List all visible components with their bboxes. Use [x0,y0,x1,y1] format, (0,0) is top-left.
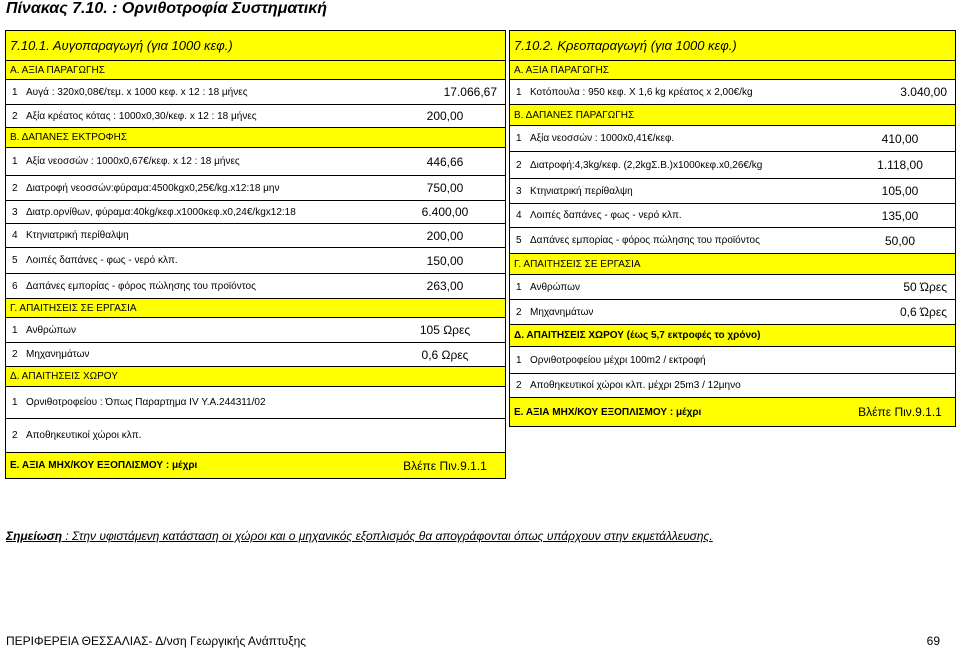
row-description: Αποθηκευτικοί χώροι κλπ. μέχρι 25m3 / 12μηνο [530,380,741,391]
row-description: Ανθρώπων [26,324,76,336]
left-section-a-label: Α. ΑΞΙΑ ΠΑΡΑΓΩΓΗΣ [10,64,105,76]
left-section-e [6,453,505,478]
left-section-c [6,299,505,318]
row-number: 1 [516,281,522,293]
row-number: 2 [12,182,18,194]
table-row [6,224,505,248]
row-value: 17.066,67 [443,85,497,99]
row-description: Διατροφή νεοσσών:φύραμα:4500kgx0,25€/kg.x12:18 μην [26,182,280,194]
row-number: 2 [516,306,522,318]
table-row [6,80,505,105]
row-value: 105 Ωρες [419,323,471,337]
table-row [510,275,955,300]
table-row [6,201,505,224]
right-title-text: 7.10.2. Κρεοπαραγωγή (για 1000 κεφ.) [514,38,737,53]
row-number: 4 [12,230,18,241]
row-value: 263,00 [426,279,464,293]
row-number: 2 [12,349,18,360]
right-section-e-label: Ε. ΑΞΙΑ ΜΗΧ/ΚΟΥ ΕΞΟΠΛΙΣΜΟΥ : μέχρι [514,406,702,418]
row-value: 1.118,00 [877,158,923,172]
row-value: 410,00 [881,131,919,146]
left-table-title [6,31,505,61]
row-number: 1 [516,86,522,98]
row-value: 6.400,00 [421,205,469,219]
table-row [510,347,955,374]
table-row [510,126,955,152]
footer-organization: ΠΕΡΙΦΕΡΕΙΑ ΘΕΣΣΑΛΙΑΣ- Δ/νση Γεωργικής Ανάπτυξης [6,634,307,648]
row-number: 1 [12,324,18,336]
row-value: 0,6 Ωρες [421,347,469,362]
row-value: 150,00 [426,253,464,268]
row-description: Κτηνιατρική περίθαλψη [26,230,129,241]
row-description: Δαπάνες εμπορίας - φόρος πώλησης του προϊόντος [26,280,256,292]
left-title-text: 7.10.1. Αυγοπαραγωγή (για 1000 κεφ.) [10,38,233,53]
row-value: 105,00 [881,184,919,198]
row-description: Μηχανημάτων [26,349,90,360]
row-value: 3.040,00 [900,85,947,99]
table-row [6,274,505,299]
row-number: 2 [12,430,18,441]
right-section-d [510,325,955,347]
left-section-c-label: Γ. ΑΠΑΙΤΗΣΕΙΣ ΣΕ ΕΡΓΑΣΙΑ [10,302,137,314]
left-section-e-label: Ε. ΑΞΙΑ ΜΗΧ/ΚΟΥ ΕΞΟΠΛΙΣΜΟΥ : μέχρι [10,460,198,471]
row-number: 2 [12,110,18,122]
table-row [510,80,955,105]
row-number: 5 [12,255,18,266]
row-number: 1 [516,133,522,144]
row-number: 3 [516,185,522,197]
right-section-d-label: Δ. ΑΠΑΙΤΗΣΕΙΣ ΧΩΡΟΥ (έως 5,7 εκτροφές το χρόνο) [514,330,761,341]
left-section-d [6,367,505,387]
row-description: Διατρ.ορνίθων, φύραμα:40kg/κεφ.x1000κεφ.x0,24€/kgx12:18 [26,206,296,218]
row-description: Δαπάνες εμπορίας - φόρος πώλησης του προϊόντος [530,235,760,246]
right-section-e [510,398,955,426]
row-number: 3 [12,206,18,218]
page-title: Πίνακας 7.10. : Ορνιθοτροφία Συστηματική [6,0,328,17]
table-row [510,179,955,204]
table-row [510,204,955,228]
row-number: 1 [12,86,18,98]
row-value: 200,00 [426,228,464,243]
row-description: Κτηνιατρική περίθαλψη [530,185,633,197]
right-section-c-label: Γ. ΑΠΑΙΤΗΣΕΙΣ ΣΕ ΕΡΓΑΣΙΑ [514,258,641,270]
row-description: Λοιπές δαπάνες - φως - νερό κλπ. [530,210,682,221]
table-row [6,248,505,274]
row-value: 50 Ώρες [903,280,947,294]
row-description: Αυγά : 320x0,08€/τεμ. x 1000 κεφ. x 12 : 18 μήνες [26,86,248,98]
row-description: Κοτόπουλα : 950 κεφ. Χ 1,6 kg κρέατος x 2,00€/kg [530,86,753,98]
right-section-b-label: Β. ΔΑΠΑΝΕΣ ΠΑΡΑΓΩΓΗΣ [514,109,635,121]
left-section-d-label: Δ. ΑΠΑΙΤΗΣΕΙΣ ΧΩΡΟΥ [10,371,118,382]
meat-production-table [509,30,956,427]
row-description: Διατροφή:4,3kg/κεφ. (2,2kgΣ.Β.)x1000κεφ.x0,26€/kg [530,159,763,171]
row-description: Αξία νεοσσών : 1000x0,41€/κεφ. [530,133,675,144]
left-section-e-value: Βλέπε Πιν.9.1.1 [403,458,487,473]
row-number: 2 [516,159,522,171]
table-row [510,374,955,398]
left-section-b-label: Β. ΔΑΠΑΝΕΣ ΕΚΤΡΟΦΗΣ [10,132,128,143]
row-value: 0,6 Ώρες [899,305,947,319]
row-description: Ορνιθοτροφείου : Όπως Παραρτημα IV Υ.Α.244311/02 [26,397,266,408]
row-description: Αξία κρέατος κότας : 1000x0,30/κεφ. x 12 : 18 μήνες [26,110,257,122]
table-row [6,318,505,343]
egg-production-table [5,30,506,479]
row-number: 2 [516,380,522,391]
right-table-title [510,31,955,61]
row-value: 200,00 [426,109,464,123]
table-row [6,343,505,367]
row-number: 1 [12,397,18,408]
row-description: Ορνιθοτροφείου μέχρι 100m2 / εκτροφή [530,354,706,366]
table-row [6,176,505,201]
table-row [6,105,505,128]
right-section-c [510,254,955,275]
row-number: 1 [12,156,18,167]
row-number: 5 [516,235,522,246]
table-row [6,419,505,453]
row-number: 1 [516,354,522,366]
row-description: Αξία νεοσσών : 1000x0,67€/κεφ. x 12 : 18 μήνες [26,156,240,167]
row-value: 446,66 [426,154,464,169]
page-number: 69 [926,634,940,648]
footnote-text: : Στην υφιστάμενη κατάσταση οι χώροι και ο μηχανικός εξοπλισμός θα απογράφονται όπως υπάρχουν στην εκμετάλλευσης. [62,529,713,543]
table-row [510,152,955,179]
table-row [510,300,955,325]
footnote-label: Σημείωση [6,529,63,543]
table-row [510,228,955,254]
row-number: 4 [516,210,522,221]
right-section-a [510,61,955,80]
footnote [6,529,713,543]
row-value: 50,00 [884,233,916,248]
right-section-b [510,105,955,126]
table-row [6,148,505,176]
table-row [6,387,505,419]
row-description: Αποθηκευτικοί χώροι κλπ. [26,430,142,441]
row-value: 135,00 [881,208,919,223]
row-number: 6 [12,280,18,292]
row-description: Ανθρώπων [530,281,580,293]
row-description: Μηχανημάτων [530,306,594,318]
row-description: Λοιπές δαπάνες - φως - νερό κλπ. [26,255,178,266]
left-section-a [6,61,505,80]
row-value: 750,00 [426,181,464,195]
left-section-b [6,128,505,148]
right-section-e-value: Βλέπε Πιν.9.1.1 [858,405,942,419]
right-section-a-label: Α. ΑΞΙΑ ΠΑΡΑΓΩΓΗΣ [514,64,609,76]
